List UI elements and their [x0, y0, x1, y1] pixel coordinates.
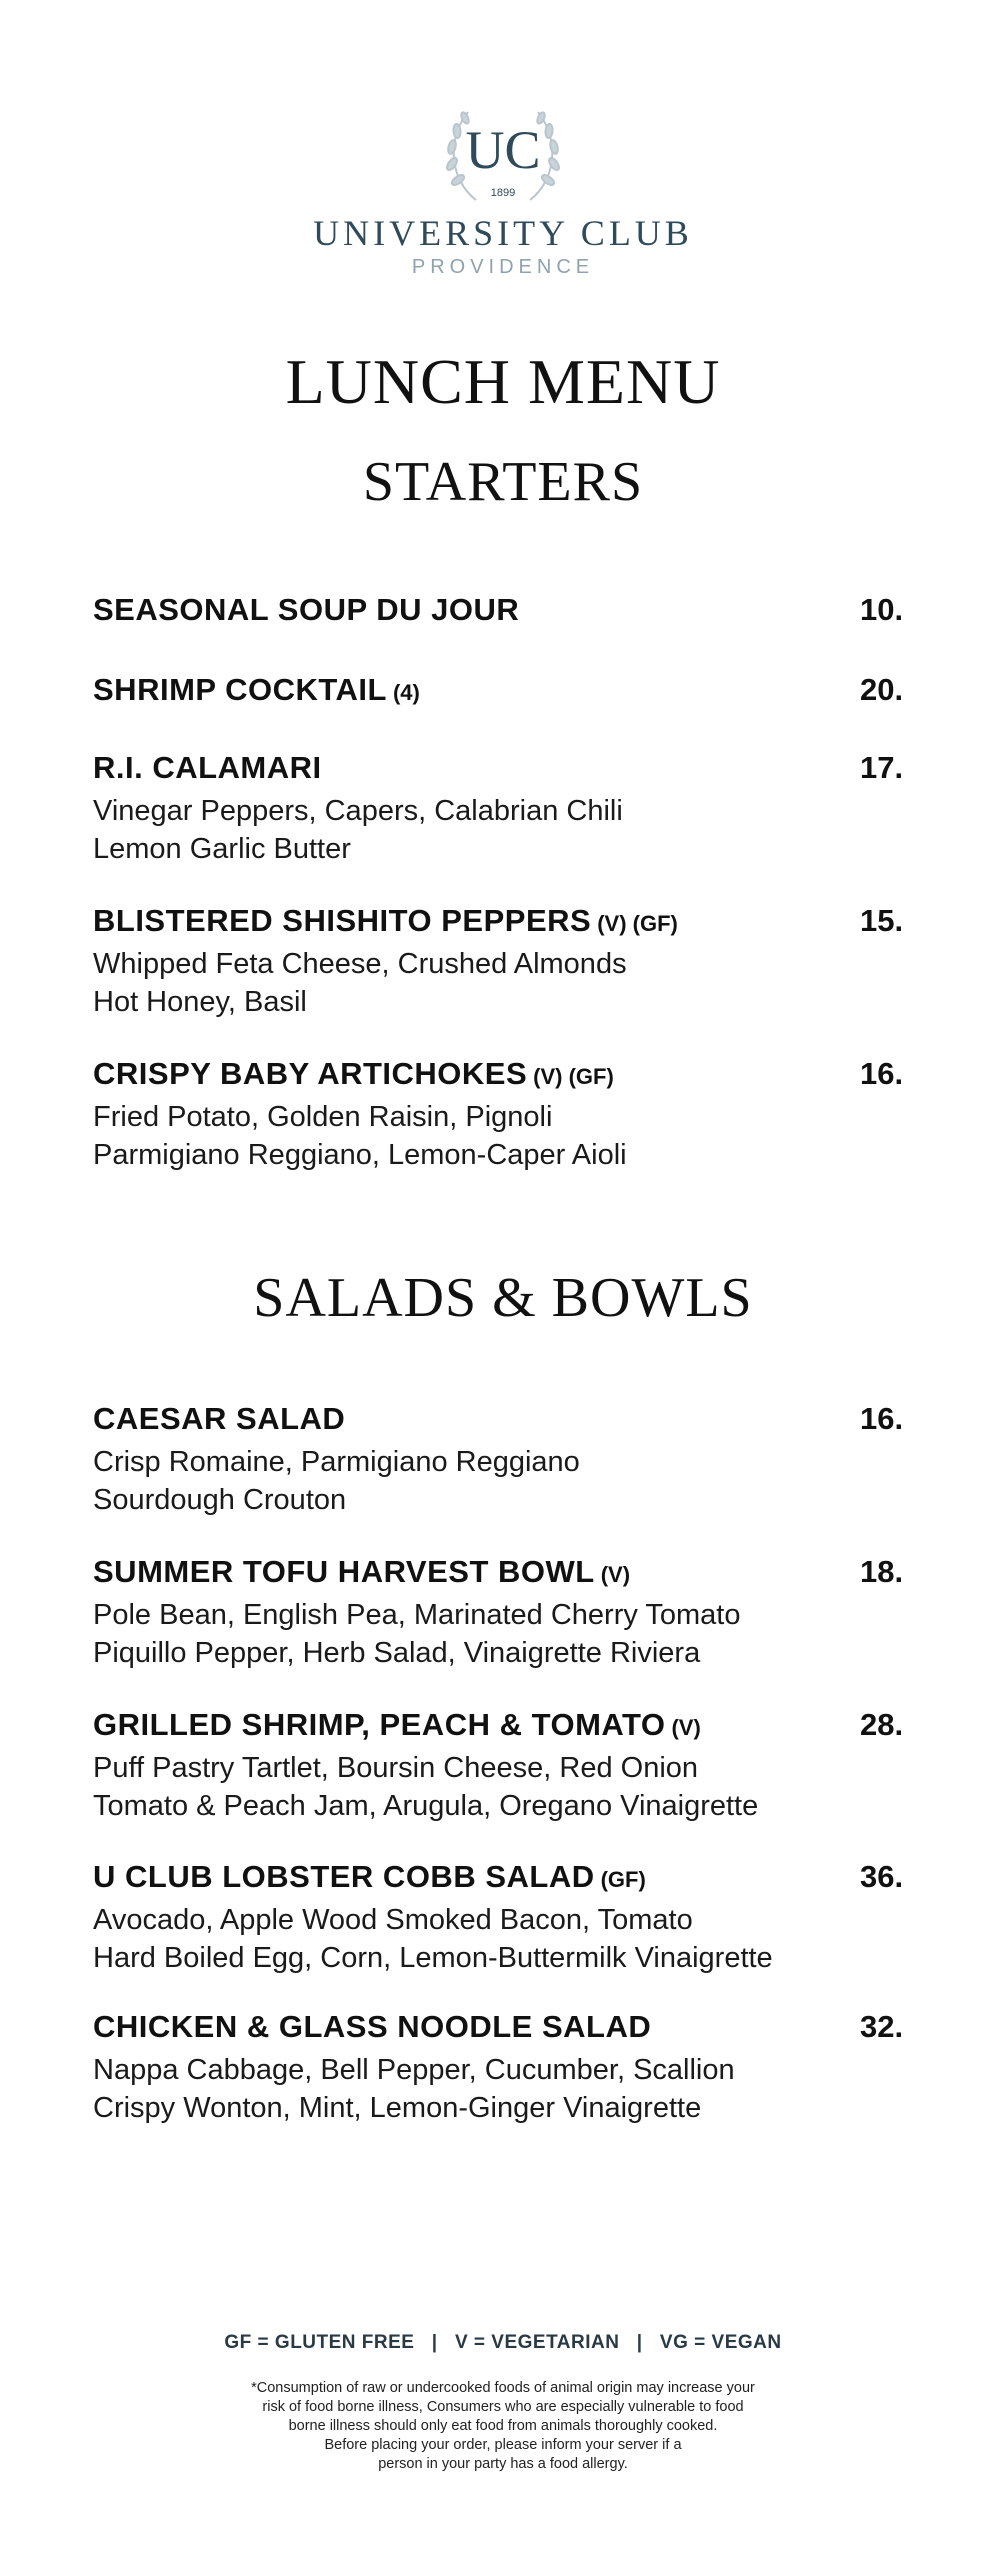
menu-item [93, 750, 933, 868]
disclaimer-line: borne illness should only eat food from animals thoroughly cooked. [288, 2418, 718, 2434]
item-price: 16. [860, 1056, 904, 1091]
item-price: 20. [860, 672, 904, 707]
section-title-salads: SALADS & BOWLS [253, 1267, 753, 1329]
menu-item [93, 1056, 933, 1174]
item-name: SHRIMP COCKTAIL [93, 672, 387, 707]
item-name: R.I. CALAMARI [93, 750, 322, 785]
item-price: 36. [860, 1859, 904, 1894]
item-description: Nappa Cabbage, Bell Pepper, Cucumber, Scallion [93, 2054, 735, 2086]
menu-item [93, 672, 933, 714]
menu-item [93, 1554, 933, 1672]
item-name: BLISTERED SHISHITO PEPPERS [93, 903, 592, 938]
item-description: Tomato & Peach Jam, Arugula, Oregano Vinaigrette [93, 1790, 759, 1822]
item-name: CRISPY BABY ARTICHOKES [93, 1056, 528, 1091]
disclaimer-line: risk of food borne illness, Consumers who are especially vulnerable to food [262, 2399, 744, 2415]
disclaimer-line: *Consumption of raw or undercooked foods of animal origin may increase your [251, 2380, 755, 2396]
club-city: PROVIDENCE [411, 256, 595, 278]
item-description: Crisp Romaine, Parmigiano Reggiano [93, 1446, 580, 1478]
item-price: 16. [860, 1401, 904, 1436]
item-name: GRILLED SHRIMP, PEACH & TOMATO [93, 1707, 666, 1742]
item-tag: (V) (GF) [533, 1064, 614, 1089]
item-price: 10. [860, 592, 904, 627]
item-description: Avocado, Apple Wood Smoked Bacon, Tomato [93, 1904, 693, 1936]
menu-title: LUNCH MENU [285, 346, 721, 417]
item-tag: (V) (GF) [597, 911, 678, 936]
item-price: 28. [860, 1707, 904, 1742]
item-price: 18. [860, 1554, 904, 1589]
item-description: Sourdough Crouton [93, 1484, 347, 1516]
svg-text:1899: 1899 [490, 187, 516, 199]
item-description: Crispy Wonton, Mint, Lemon-Ginger Vinaigrette [93, 2092, 702, 2124]
item-description: Whipped Feta Cheese, Crushed Almonds [93, 948, 627, 980]
menu-item [93, 903, 933, 1021]
item-name: CHICKEN & GLASS NOODLE SALAD [93, 2009, 652, 2044]
svg-text:UC: UC [465, 120, 541, 180]
disclaimer-line: person in your party has a food allergy. [378, 2456, 628, 2472]
dietary-legend: GF = GLUTEN FREE | V = VEGETARIAN | VG = VEGAN [224, 2332, 782, 2353]
item-description: Puff Pastry Tartlet, Boursin Cheese, Red Onion [93, 1752, 699, 1784]
item-description: Lemon Garlic Butter [93, 833, 351, 865]
club-logo [0, 100, 1006, 279]
laurel-monogram-icon [428, 100, 578, 210]
item-name: U CLUB LOBSTER COBB SALAD [93, 1859, 595, 1894]
item-description: Hot Honey, Basil [93, 986, 307, 1018]
item-tag: (GF) [600, 1867, 646, 1892]
item-description: Parmigiano Reggiano, Lemon-Caper Aioli [93, 1139, 627, 1171]
item-tag: (V) [600, 1562, 631, 1587]
item-name: CAESAR SALAD [93, 1401, 346, 1436]
item-description: Vinegar Peppers, Capers, Calabrian Chili [93, 795, 623, 827]
item-description: Fried Potato, Golden Raisin, Pignoli [93, 1101, 553, 1133]
disclaimer-line: Before placing your order, please inform your server if a [324, 2437, 682, 2453]
item-name: SEASONAL SOUP DU JOUR [93, 592, 520, 627]
item-price: 15. [860, 903, 904, 938]
menu-item [93, 592, 933, 634]
item-description: Hard Boiled Egg, Corn, Lemon-Buttermilk Vinaigrette [93, 1942, 773, 1974]
allergy-disclaimer [0, 2379, 1006, 2474]
menu-item [93, 2009, 933, 2127]
item-tag: (V) [671, 1715, 701, 1740]
menu-item [93, 1859, 933, 1977]
item-price: 17. [860, 750, 904, 785]
club-name: UNIVERSITY CLUB [313, 213, 693, 253]
menu-item [93, 1401, 933, 1519]
item-price: 32. [860, 2009, 904, 2044]
item-description: Piquillo Pepper, Herb Salad, Vinaigrette Riviera [93, 1637, 701, 1669]
item-description: Pole Bean, English Pea, Marinated Cherry Tomato [93, 1599, 741, 1631]
item-tag: (4) [392, 680, 420, 705]
section-title-starters: STARTERS [362, 451, 644, 513]
item-name: SUMMER TOFU HARVEST BOWL [93, 1554, 595, 1589]
menu-item [93, 1707, 933, 1825]
